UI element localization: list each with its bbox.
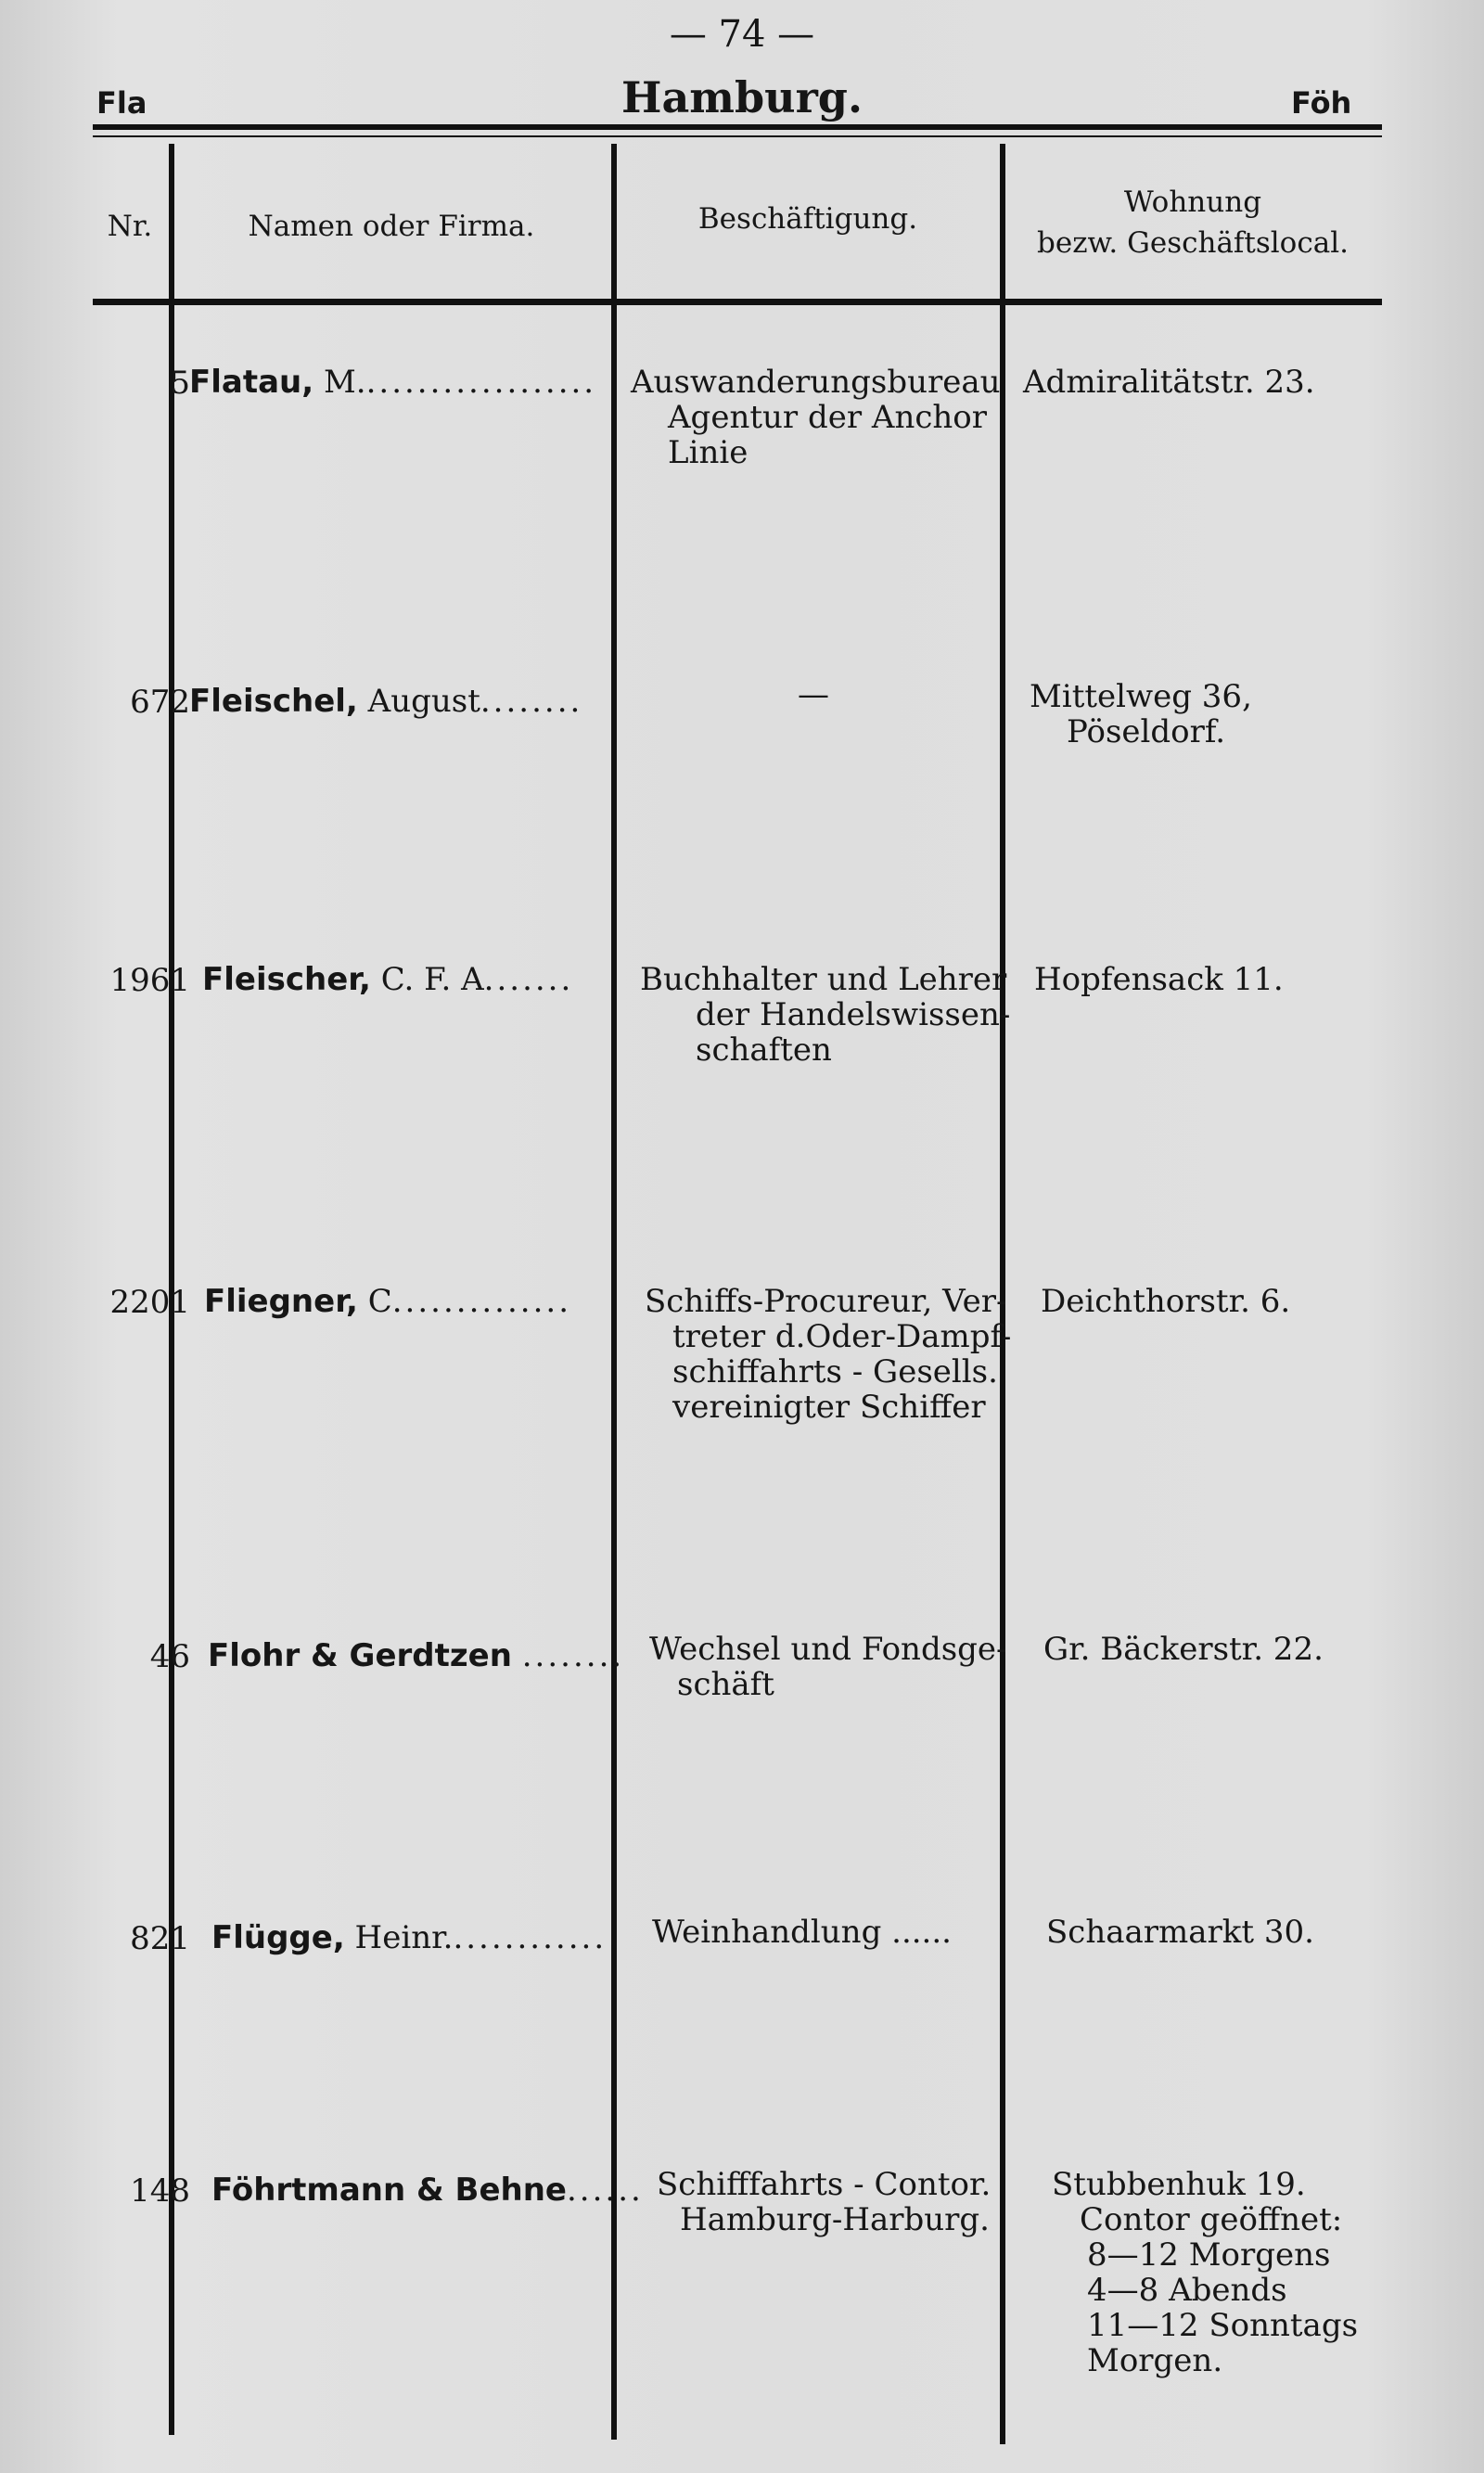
entry-number: 821 [130,1920,190,1957]
entry-name [189,684,582,719]
occupation-line: treter d.Oder-Dampf- [672,1318,1012,1355]
page-number: — 74 — [669,13,815,56]
entry-leader-dots: ........ [521,1637,625,1674]
entry-address [1041,1284,1290,1319]
entry-given-name: C [357,1283,392,1320]
occupation-line: Linie [668,434,748,471]
address-line: Schaarmarkt 30. [1046,1914,1314,1951]
address-line: Morgen. [1087,2342,1223,2379]
entry-number: 148 [130,2172,190,2210]
occupation-line: Schifffahrts - Contor. [657,2166,991,2203]
occupation-line: schiffahrts - Gesells. [672,1353,998,1390]
address-line: Admiralitätstr. 23. [1023,364,1315,401]
header-address [1007,182,1378,263]
entry-surname: Flohr & Gerdtzen [208,1637,512,1674]
index-left: Fla [96,85,147,121]
entry-number: 672 [130,684,190,721]
entry-occupation [640,962,1010,1068]
address-line: Mittelweg 36, [1030,678,1252,715]
header-address-line-2: bezw. Geschäftslocal. [1037,226,1349,260]
entry-address [1043,1632,1324,1667]
address-line: Gr. Bäckerstr. 22. [1043,1631,1324,1668]
entry-surname: Fliegner, [204,1283,358,1320]
entry-number: 46 [149,1638,190,1675]
entry-name [204,1284,571,1319]
top-rule-thin [93,135,1382,137]
top-rule [93,124,1382,130]
header-name: Namen oder Firma. [248,210,535,243]
occupation-line: schaften [696,1031,832,1069]
entry-surname: Fleischel, [189,683,358,720]
column-divider-2 [611,144,617,2440]
entry-given-name: August [357,683,480,720]
address-line: Pöseldorf. [1067,713,1226,750]
entry-surname: Föhrtmann & Behne [211,2172,567,2209]
entry-leader-dots: .............. [391,1283,572,1320]
entry-surname: Flügge, [211,1919,345,1956]
occupation-line: Buchhalter und Lehrer [640,961,1007,998]
entry-occupation [645,1284,1011,1425]
occupation-line: — [798,676,829,713]
entry-leader-dots: ...... [566,2172,644,2209]
entry-number: 1961 [109,962,190,999]
occupation-line: Schiffs-Procureur, Ver- [645,1283,1007,1320]
address-line: 11—12 Sonntags [1087,2307,1359,2344]
entry-name [208,1638,624,1673]
entry-surname: Flatau, [189,364,314,401]
address-line: 8—12 Morgens [1087,2236,1331,2274]
entry-address [1046,1915,1314,1950]
entry-address [1023,365,1315,400]
entry-leader-dots: ........ [480,683,583,720]
entry-given-name: M. [313,364,366,401]
entry-address [1052,2167,1358,2378]
entry-number: 2201 [109,1284,190,1321]
address-line: Hopfensack 11. [1034,961,1284,998]
occupation-line: der Handelswissen- [696,996,1011,1033]
page-title: Hamburg. [621,72,863,122]
entry-occupation [652,1915,952,1950]
index-right: Föh [1291,85,1352,121]
entry-occupation [631,365,1001,470]
entry-given-name [512,1637,522,1674]
entry-leader-dots: ....... [483,961,574,998]
entry-surname: Fleischer, [202,961,371,998]
occupation-line: Auswanderungsbureau [631,364,1001,401]
entry-name [189,365,596,400]
entry-leader-dots: ............ [453,1919,608,1956]
entry-number: 5 [170,365,190,402]
entry-address [1034,962,1284,997]
address-line: Contor geöffnet: [1080,2201,1343,2238]
address-line: 4—8 Abends [1087,2272,1287,2309]
header-nr: Nr. [107,210,153,243]
occupation-line: schäft [677,1666,774,1703]
entry-name [202,962,573,997]
entry-given-name: C. F. A [370,961,484,998]
entry-name [211,2172,644,2208]
entry-occupation [649,1632,1007,1702]
occupation-line: Wechsel und Fondsge- [649,1631,1007,1668]
header-occupation: Beschäftigung. [697,202,918,236]
occupation-line: vereinigter Schiffer [672,1389,986,1426]
occupation-line: Agentur der Anchor [668,399,988,436]
occupation-line: Hamburg-Harburg. [680,2201,990,2238]
entry-name [211,1920,607,1955]
entry-address [1030,679,1252,750]
header-address-line-1: Wohnung [1123,186,1262,219]
occupation-line: Weinhandlung ...... [652,1914,952,1951]
entry-given-name: Heinr. [344,1919,454,1956]
header-rule [93,299,1382,305]
entry-occupation [657,2167,991,2237]
address-line: Stubbenhuk 19. [1052,2166,1306,2203]
address-line: Deichthorstr. 6. [1041,1283,1291,1320]
entry-occupation [798,677,829,712]
entry-leader-dots: .................. [365,364,597,401]
